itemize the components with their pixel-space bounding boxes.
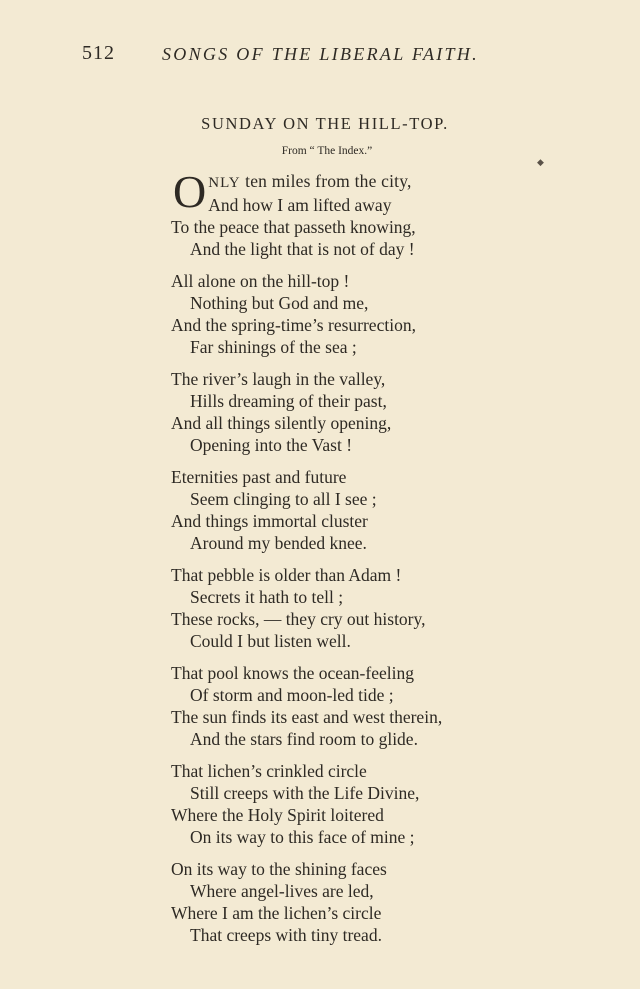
poem-source: From “ The Index.” bbox=[281, 145, 373, 157]
poem-body bbox=[171, 166, 531, 956]
poem-line: And things immortal cluster bbox=[171, 511, 368, 531]
poem-line: Still creeps with the Life Divine, bbox=[190, 783, 420, 803]
poem-line: These rocks, — they cry out history, bbox=[171, 609, 426, 629]
poem-line: That creeps with tiny tread. bbox=[190, 925, 382, 945]
poem-line: The river’s laugh in the valley, bbox=[171, 369, 386, 389]
poem-line: That lichen’s crinkled circle bbox=[171, 761, 367, 781]
poem-line: Around my bended knee. bbox=[190, 533, 367, 553]
poem-line: Where angel-lives are led, bbox=[190, 881, 374, 901]
page-number: 512 bbox=[82, 42, 115, 64]
poem-line: Secrets it hath to tell ; bbox=[190, 587, 344, 607]
stanza bbox=[171, 662, 531, 750]
stanza bbox=[171, 760, 531, 848]
ink-speck-icon: ◆ bbox=[537, 157, 544, 167]
poem-line: And the spring-time’s resurrection, bbox=[171, 315, 416, 335]
poem-line: Opening into the Vast ! bbox=[190, 435, 353, 455]
poem-line: That pebble is older than Adam ! bbox=[171, 565, 402, 585]
poem-line: And how I am lifted away bbox=[208, 195, 392, 215]
drop-cap: O bbox=[173, 166, 207, 217]
poem-line: Of storm and moon-led tide ; bbox=[190, 685, 394, 705]
poem-line: To the peace that passeth knowing, bbox=[171, 217, 416, 237]
poem-line: The sun finds its east and west therein, bbox=[171, 707, 443, 727]
running-header bbox=[82, 42, 502, 66]
poem-line: On its way to the shining faces bbox=[171, 859, 387, 879]
poem-line: Eternities past and future bbox=[171, 467, 347, 487]
poem-line: Could I but listen well. bbox=[190, 631, 351, 651]
stanza bbox=[171, 270, 531, 358]
poem-line: Seem clinging to all I see ; bbox=[190, 489, 377, 509]
poem-line: Hills dreaming of their past, bbox=[190, 391, 387, 411]
stanza bbox=[171, 368, 531, 456]
poem-line: All alone on the hill-top ! bbox=[171, 271, 350, 291]
poem-line: Where I am the lichen’s circle bbox=[171, 903, 382, 923]
running-head-title: SONGS OF THE LIBERAL FAITH. bbox=[162, 44, 479, 64]
poem-line bbox=[171, 170, 531, 194]
stanza bbox=[171, 858, 531, 946]
stanza bbox=[171, 564, 531, 652]
poem-line: That pool knows the ocean-feeling bbox=[171, 663, 414, 683]
poem-line: And all things silently opening, bbox=[171, 413, 392, 433]
poem-line: And the stars find room to glide. bbox=[190, 729, 418, 749]
poem-line: Nothing but God and me, bbox=[190, 293, 369, 313]
poem-line: On its way to this face of mine ; bbox=[190, 827, 415, 847]
first-line-rest: ten miles from the city, bbox=[240, 171, 412, 191]
first-line-smallcaps: NLY bbox=[208, 175, 241, 191]
poem-line: And the light that is not of day ! bbox=[190, 239, 415, 259]
poem-title: SUNDAY ON THE HILL-TOP. bbox=[201, 114, 449, 133]
poem-line: Far shinings of the sea ; bbox=[190, 337, 357, 357]
stanza bbox=[171, 166, 531, 260]
stanza bbox=[171, 466, 531, 554]
poem-line: Where the Holy Spirit loitered bbox=[171, 805, 384, 825]
